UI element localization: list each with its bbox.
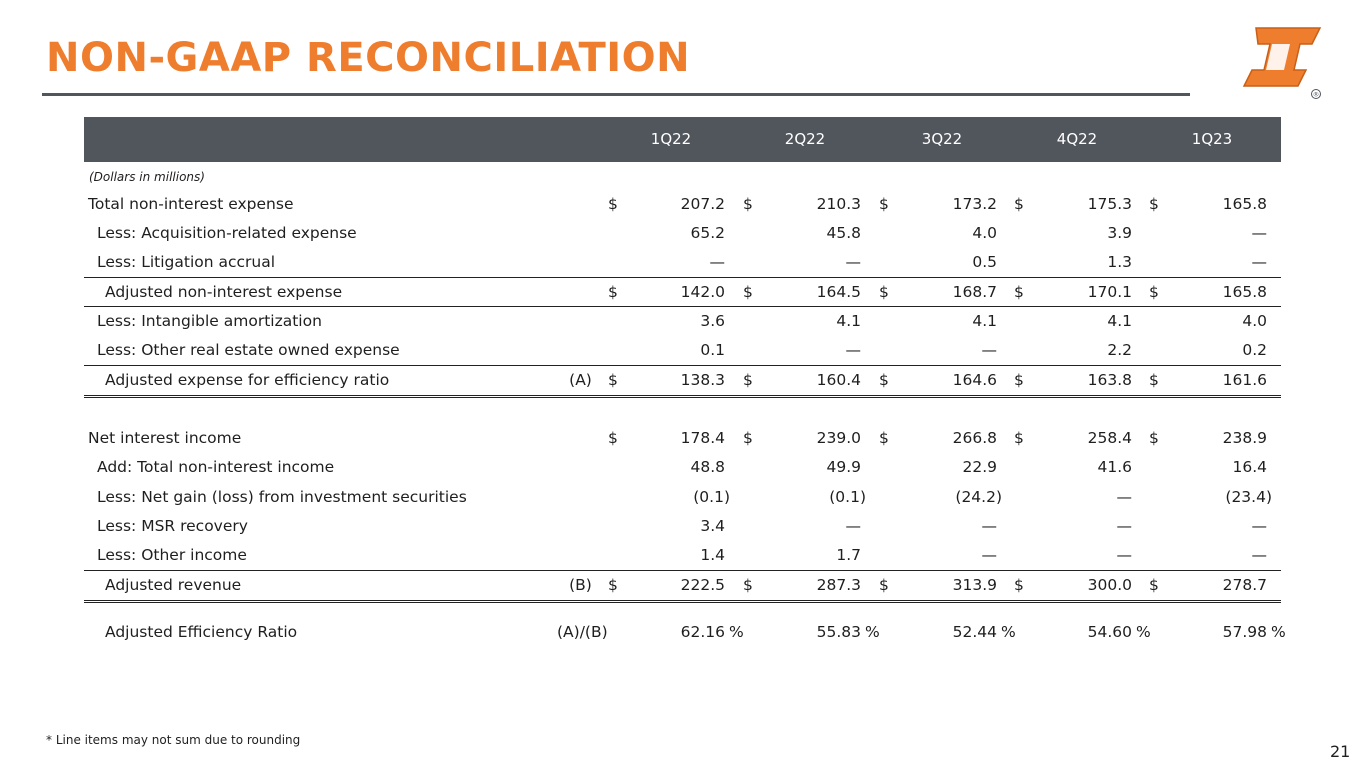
row-reference: (A)/(B): [557, 623, 608, 641]
value-cell: 287.3: [816, 576, 861, 594]
percent-sign: %: [1271, 623, 1286, 641]
table-row: [84, 483, 1281, 512]
currency-symbol: $: [608, 371, 618, 389]
value-cell: 52.44: [952, 623, 997, 641]
value-cell: 164.5: [816, 283, 861, 301]
row-label: Less: Intangible amortization: [97, 312, 322, 330]
value-cell: —: [709, 253, 725, 271]
column-header-1q23: 1Q23: [1191, 130, 1233, 148]
value-cell: 48.8: [690, 458, 725, 476]
value-cell: 175.3: [1087, 195, 1132, 213]
value-cell: 210.3: [816, 195, 861, 213]
row-label: Less: MSR recovery: [97, 517, 248, 535]
currency-symbol: $: [1149, 429, 1159, 447]
value-cell: 173.2: [952, 195, 997, 213]
value-cell: —: [1251, 546, 1267, 564]
table-row: [84, 306, 1281, 336]
table-row: [84, 424, 1281, 453]
value-cell: —: [1116, 517, 1132, 535]
value-cell: 45.8: [826, 224, 861, 242]
currency-symbol: $: [608, 195, 618, 213]
row-label: Less: Net gain (loss) from investment securities: [97, 488, 467, 506]
column-header-1q22: 1Q22: [650, 130, 692, 148]
row-label: Net interest income: [88, 429, 242, 447]
value-cell: (0.1): [693, 488, 730, 506]
value-cell: 4.0: [1242, 312, 1267, 330]
table-row: [84, 219, 1281, 248]
row-label: Total non-interest expense: [88, 195, 294, 213]
registered-mark: ®: [1312, 90, 1320, 99]
value-cell: 16.4: [1232, 458, 1267, 476]
value-cell: —: [1251, 224, 1267, 242]
value-cell: 3.9: [1107, 224, 1132, 242]
value-cell: 2.2: [1107, 341, 1132, 359]
value-cell: 1.3: [1107, 253, 1132, 271]
table-row: [84, 541, 1281, 570]
value-cell: 22.9: [962, 458, 997, 476]
value-cell: —: [845, 341, 861, 359]
table-row: [84, 570, 1281, 603]
value-cell: (24.2): [955, 488, 1002, 506]
value-cell: 313.9: [952, 576, 997, 594]
value-cell: 4.1: [1107, 312, 1132, 330]
value-cell: 62.16: [680, 623, 725, 641]
value-cell: 4.1: [836, 312, 861, 330]
currency-symbol: $: [1014, 429, 1024, 447]
value-cell: 207.2: [680, 195, 725, 213]
value-cell: 300.0: [1087, 576, 1132, 594]
currency-symbol: $: [1149, 195, 1159, 213]
value-cell: 3.4: [700, 517, 725, 535]
value-cell: 258.4: [1087, 429, 1132, 447]
value-cell: 41.6: [1097, 458, 1132, 476]
value-cell: 1.4: [700, 546, 725, 564]
footnote: * Line items may not sum due to rounding: [46, 733, 301, 747]
percent-sign: %: [865, 623, 880, 641]
company-logo-icon: [1242, 24, 1324, 100]
percent-sign: %: [1001, 623, 1016, 641]
table-row: [84, 512, 1281, 541]
table-row: [84, 618, 1286, 647]
currency-symbol: $: [743, 195, 753, 213]
table-row: [84, 336, 1281, 365]
value-cell: 266.8: [952, 429, 997, 447]
currency-symbol: $: [1014, 283, 1024, 301]
row-label: Adjusted expense for efficiency ratio: [105, 371, 390, 389]
currency-symbol: $: [743, 429, 753, 447]
value-cell: 278.7: [1222, 576, 1267, 594]
value-cell: (23.4): [1225, 488, 1272, 506]
value-cell: —: [1251, 253, 1267, 271]
value-cell: —: [845, 253, 861, 271]
value-cell: 164.6: [952, 371, 997, 389]
row-label: Less: Other real estate owned expense: [97, 341, 400, 359]
value-cell: —: [981, 546, 997, 564]
value-cell: 161.6: [1222, 371, 1267, 389]
value-cell: 138.3: [680, 371, 725, 389]
currency-symbol: $: [1014, 576, 1024, 594]
currency-symbol: $: [1149, 283, 1159, 301]
table-row: [84, 248, 1281, 277]
value-cell: —: [981, 341, 997, 359]
value-cell: —: [1116, 546, 1132, 564]
table-row: [84, 365, 1281, 398]
currency-symbol: $: [879, 371, 889, 389]
value-cell: —: [1116, 488, 1132, 506]
value-cell: 57.98: [1222, 623, 1267, 641]
value-cell: 238.9: [1222, 429, 1267, 447]
units-note: (Dollars in millions): [89, 170, 205, 184]
page-title: NON-GAAP RECONCILIATION: [46, 35, 691, 81]
currency-symbol: $: [1149, 576, 1159, 594]
column-header-2q22: 2Q22: [784, 130, 826, 148]
currency-symbol: $: [879, 429, 889, 447]
currency-symbol: $: [879, 195, 889, 213]
page-number: 21: [1330, 742, 1351, 761]
value-cell: 0.5: [972, 253, 997, 271]
value-cell: 160.4: [816, 371, 861, 389]
currency-symbol: $: [1014, 195, 1024, 213]
row-label: Adjusted revenue: [105, 576, 242, 594]
value-cell: 168.7: [952, 283, 997, 301]
value-cell: —: [981, 517, 997, 535]
value-cell: —: [845, 517, 861, 535]
value-cell: 165.8: [1222, 283, 1267, 301]
currency-symbol: $: [879, 576, 889, 594]
value-cell: 170.1: [1087, 283, 1132, 301]
table-row: [84, 277, 1281, 307]
row-label: Adjusted Efficiency Ratio: [105, 623, 298, 641]
currency-symbol: $: [1014, 371, 1024, 389]
column-header-3q22: 3Q22: [921, 130, 963, 148]
value-cell: 163.8: [1087, 371, 1132, 389]
value-cell: (0.1): [829, 488, 866, 506]
currency-symbol: $: [1149, 371, 1159, 389]
value-cell: 222.5: [680, 576, 725, 594]
currency-symbol: $: [608, 283, 618, 301]
table-row: [84, 453, 1281, 482]
value-cell: 65.2: [690, 224, 725, 242]
percent-sign: %: [1136, 623, 1151, 641]
value-cell: 0.1: [700, 341, 725, 359]
currency-symbol: $: [608, 576, 618, 594]
value-cell: 178.4: [680, 429, 725, 447]
value-cell: 142.0: [680, 283, 725, 301]
row-label: Add: Total non-interest income: [97, 458, 335, 476]
value-cell: 4.1: [972, 312, 997, 330]
value-cell: 0.2: [1242, 341, 1267, 359]
percent-sign: %: [729, 623, 744, 641]
row-label: Adjusted non-interest expense: [105, 283, 343, 301]
value-cell: 239.0: [816, 429, 861, 447]
currency-symbol: $: [743, 576, 753, 594]
row-label: Less: Other income: [97, 546, 247, 564]
value-cell: 3.6: [700, 312, 725, 330]
value-cell: 54.60: [1087, 623, 1132, 641]
table-row: [84, 190, 1281, 219]
row-reference: (A): [569, 371, 592, 389]
value-cell: —: [1251, 517, 1267, 535]
title-divider: [42, 93, 1190, 96]
row-reference: (B): [569, 576, 592, 594]
currency-symbol: $: [879, 283, 889, 301]
value-cell: 165.8: [1222, 195, 1267, 213]
value-cell: 49.9: [826, 458, 861, 476]
row-label: Less: Acquisition-related expense: [97, 224, 357, 242]
column-header-4q22: 4Q22: [1056, 130, 1098, 148]
row-label: Less: Litigation accrual: [97, 253, 276, 271]
currency-symbol: $: [743, 283, 753, 301]
currency-symbol: $: [743, 371, 753, 389]
value-cell: 4.0: [972, 224, 997, 242]
value-cell: 55.83: [816, 623, 861, 641]
value-cell: 1.7: [836, 546, 861, 564]
currency-symbol: $: [608, 429, 618, 447]
